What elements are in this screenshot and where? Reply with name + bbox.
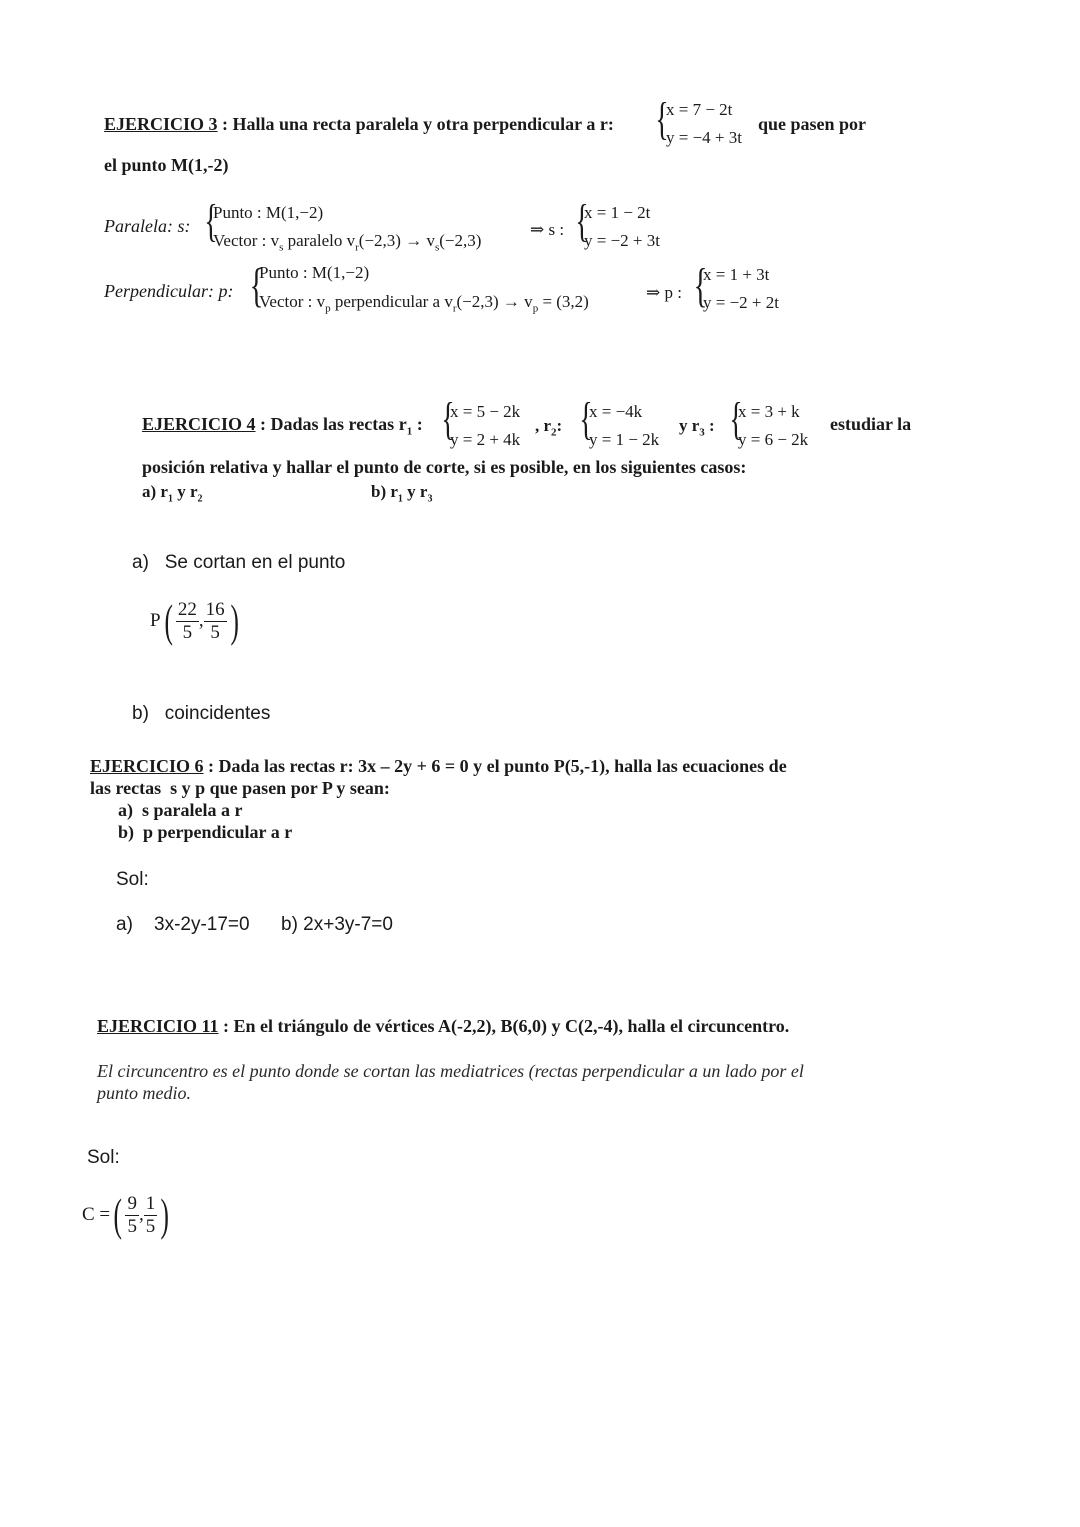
ex4-point-y: $\frac{16}{5}$ <box>205 598 225 643</box>
ex4-r2-label: , $r_2$: <box>535 416 563 439</box>
ex4-r1-system <box>450 403 520 448</box>
ex11-c-label: C = <box>82 1204 111 1225</box>
ex4-r3-system <box>738 403 808 448</box>
ex4-statement-line1: EJERCICIO 4 : Dadas las rectas $r_1$ : <box>142 414 423 438</box>
ex4-point-p: P( $\frac{22}{5}$ , $\frac{16}{5}$ ) <box>150 595 239 646</box>
ex11-note-line1: El circuncentro es el punto donde se cortan las mediatrices (rectas perpendicular a un lado por el <box>97 1061 804 1081</box>
ex3-p-system <box>703 266 779 311</box>
ex11-c-y: $\frac{1}{5}$ <box>145 1192 156 1237</box>
ex3-paralela-line2: Vector : $v_s$ paralelo $v_r(-2,3) \to v_s(-2,3)$ <box>213 231 482 254</box>
ex3-perp-brace: { <box>249 259 264 312</box>
ex4-case-a: a) $r_1$ y $r_2$ <box>142 482 203 505</box>
ex3-s-brace: { <box>575 195 589 246</box>
ex6-item-b: b) p perpendicular a r <box>118 822 293 842</box>
ex3-perp-line2: Vector : $v_p$ perpendicular a $v_r(-2,3) \to v_p = (3,2)$ <box>259 292 589 315</box>
ex3-perp-label: Perpendicular: p: <box>104 281 234 301</box>
ex3-paralela-implies: ⇒ s : <box>530 220 565 239</box>
ex3-p-eq2: y = −2 + 2t <box>703 293 779 312</box>
ex3-perp-implies: ⇒ p : <box>646 283 682 302</box>
ex6-sol-a: a) 3x-2y-17=0 <box>116 914 250 935</box>
ex4-answer-a: a) Se cortan en el punto <box>132 552 346 573</box>
ex3-p-brace: { <box>693 259 708 312</box>
ex4-r3-brace: { <box>729 393 743 444</box>
ex3-statement-b: que pasen por <box>758 114 867 134</box>
ex3-perp-line1: Punto : M(1,−2) <box>259 263 370 282</box>
ex3-perp-system <box>259 264 589 314</box>
ex4-statement-c: posición relativa y hallar el punto de corte, si es posible, en los siguientes casos: <box>142 457 747 477</box>
ex6-title: EJERCICIO 6 <box>90 756 204 776</box>
ex4-r2-eq1: x = −4k <box>589 402 643 421</box>
ex3-s-eq2: y = −2 + 3t <box>584 231 660 250</box>
ex3-statement-c: el punto M(1,-2) <box>104 155 229 175</box>
ex4-r2-brace: { <box>579 393 593 444</box>
ex4-r2-eq2: y = 1 − 2k <box>589 430 660 449</box>
ex4-r1-brace: { <box>441 393 455 444</box>
ex3-r-eq1: x = 7 − 2t <box>666 100 733 119</box>
ex4-title: EJERCICIO 4 <box>142 414 256 434</box>
ex4-r3-label: y $r_3$ : <box>679 416 715 439</box>
ex6-sol-b: b) 2x+3y-7=0 <box>281 914 393 935</box>
ex3-paralela-system <box>213 204 481 253</box>
ex4-case-b: b) $r_1$ y $r_3$ <box>371 482 433 505</box>
ex4-statement-b: estudiar la <box>830 414 912 434</box>
ex11-c-x: $\frac{9}{5}$ <box>127 1192 137 1237</box>
ex4-answer-b: b) coincidentes <box>132 703 271 724</box>
ex6-item-a: a) s paralela a r <box>118 800 243 820</box>
ex3-statement-a: : Halla una recta paralela y otra perpendicular a r: <box>217 114 614 134</box>
ex6-statement-b: las rectas s y p que pasen por P y sean: <box>90 778 390 798</box>
ex3-paralela-line1: Punto : M(1,−2) <box>213 203 324 222</box>
ex3-p-eq1: x = 1 + 3t <box>703 265 770 284</box>
ex4-point-label: P <box>150 610 161 631</box>
ex4-r3-eq1: x = 3 + k <box>738 402 800 421</box>
ex3-r-brace: { <box>655 93 669 144</box>
ex3-s-system <box>584 204 660 249</box>
ex3-paralela-brace: { <box>204 195 218 246</box>
ex4-r1-eq2: y = 2 + 4k <box>450 430 521 449</box>
ex3-paralela-label: Paralela: s: <box>104 216 191 236</box>
ex11-circumcenter: C =( $\frac{9}{5}$ , $\frac{1}{5}$ ) <box>82 1189 170 1240</box>
ex11-note-line2: punto medio. <box>97 1083 191 1103</box>
ex3-statement-line1 <box>104 114 614 135</box>
ex4-r2-system <box>589 403 659 448</box>
ex4-point-x: $\frac{22}{5}$ <box>177 598 197 643</box>
ex4-r1-eq1: x = 5 − 2k <box>450 402 521 421</box>
ex3-r-eq2: y = −4 + 3t <box>666 128 742 147</box>
ex4-r3-eq2: y = 6 − 2k <box>738 430 809 449</box>
ex3-title: EJERCICIO 3 <box>104 114 218 134</box>
ex6-statement-line1: EJERCICIO 6 : Dada las rectas r: 3x – 2y + 6 = 0 y el punto P(5,-1), halla las ecuaciones de <box>90 756 787 776</box>
ex6-sol-label: Sol: <box>116 869 149 890</box>
ex11-statement: EJERCICIO 11 : En el triángulo de vértices A(-2,2), B(6,0) y C(2,-4), halla el circuncentro. <box>97 1016 790 1036</box>
ex3-r-system <box>666 101 742 146</box>
ex11-title: EJERCICIO 11 <box>97 1016 219 1036</box>
ex3-s-eq1: x = 1 − 2t <box>584 203 651 222</box>
ex11-sol-label: Sol: <box>87 1147 120 1168</box>
